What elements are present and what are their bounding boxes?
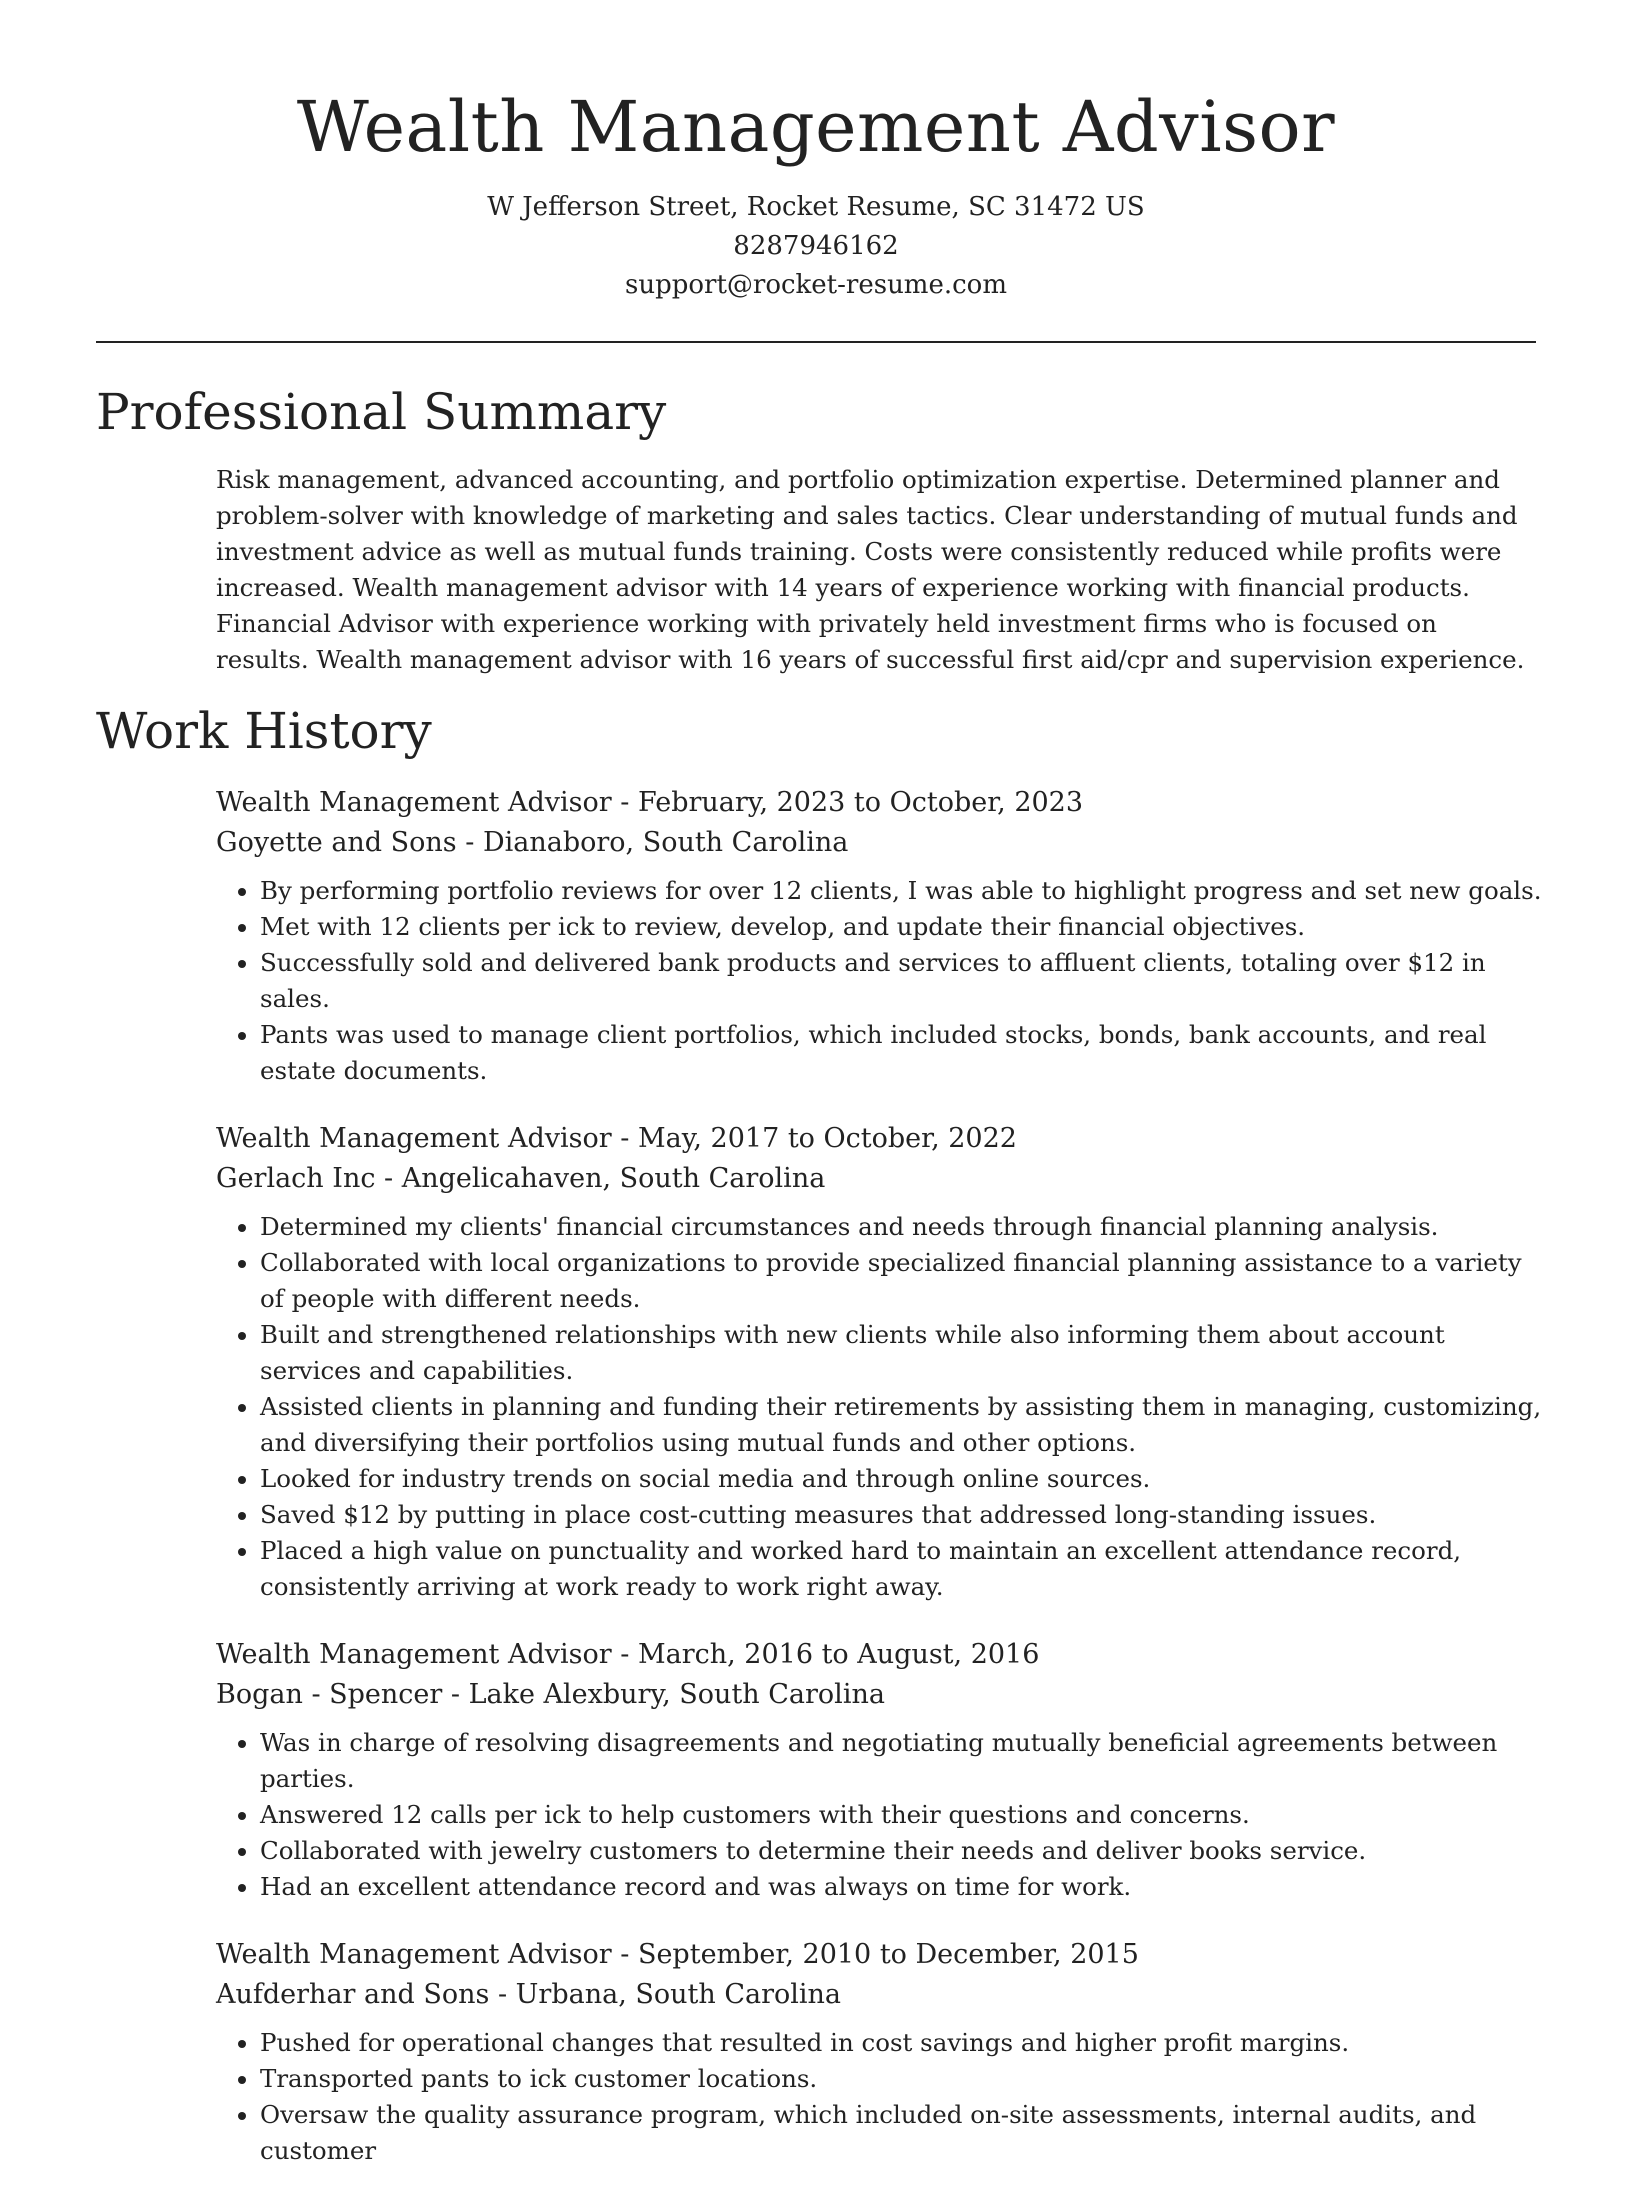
job-bullet: • Oversaw the quality assurance program, which included on-site assessments, internal audits, and customer — [260, 2097, 1546, 2169]
job-bullet: • By performing portfolio reviews for over 12 clients, I was able to highlight progress and set new goals. — [260, 873, 1546, 909]
job-bullets — [216, 873, 1546, 1089]
job-bullet: • Looked for industry trends on social media and through online sources. — [260, 1461, 1546, 1497]
job-dates: - May, 2017 to October, 2022 — [611, 1123, 1017, 1154]
job-bullet: • Saved $12 by putting in place cost-cutting measures that addressed long-standing issues. — [260, 1497, 1546, 1533]
job-location: - Angelicahaven, South Carolina — [375, 1163, 826, 1194]
job-entry — [216, 1635, 1546, 1905]
work-history-list — [216, 783, 1546, 2199]
job-bullet: • Determined my clients' financial circumstances and needs through financial planning analysis. — [260, 1209, 1546, 1245]
job-company: Goyette and Sons — [216, 827, 457, 858]
email-text: support@rocket-resume.com — [624, 270, 1007, 300]
job-bullet: • Pants was used to manage client portfolios, which included stocks, bonds, bank accounts, and real estate documents. — [260, 1017, 1546, 1089]
job-bullet: • Transported pants to ick customer locations. — [260, 2061, 1546, 2097]
job-bullet: • Built and strengthened relationships with new clients while also informing them about account services and capabilities. — [260, 1317, 1546, 1389]
job-bullets — [216, 1209, 1546, 1605]
job-bullets — [216, 1725, 1546, 1905]
job-dates: - March, 2016 to August, 2016 — [611, 1639, 1040, 1670]
job-entry — [216, 1119, 1546, 1605]
job-company-line — [216, 1675, 1546, 1715]
job-bullet: • Placed a high value on punctuality and worked hard to maintain an excellent attendance record, consistently arriving at work ready to work right away. — [260, 1533, 1546, 1605]
job-bullet: • Pushed for operational changes that resulted in cost savings and higher profit margins. — [260, 2025, 1546, 2061]
job-title-line — [216, 783, 1546, 823]
job-company: Gerlach Inc — [216, 1163, 376, 1194]
job-title-line — [216, 1935, 1546, 1975]
summary-heading: Professional Summary — [96, 383, 667, 441]
job-company-line — [216, 1975, 1546, 2015]
job-bullet: • Answered 12 calls per ick to help customers with their questions and concerns. — [260, 1797, 1546, 1833]
job-bullet: • Collaborated with jewelry customers to determine their needs and deliver books service. — [260, 1833, 1546, 1869]
job-role: Wealth Management Advisor — [216, 1123, 612, 1154]
job-bullet: • Successfully sold and delivered bank products and services to affluent clients, totaling over $12 in sales. — [260, 945, 1546, 1017]
contact-info — [0, 188, 1632, 305]
job-role: Wealth Management Advisor — [216, 1639, 612, 1670]
job-role: Wealth Management Advisor — [216, 1939, 612, 1970]
job-entry — [216, 783, 1546, 1089]
job-location: - Dianaboro, South Carolina — [456, 827, 849, 858]
job-bullet: • Assisted clients in planning and funding their retirements by assisting them in managing, customizing, and diversifying their portfolios using mutual funds and other options. — [260, 1389, 1546, 1461]
address-text: W Jefferson Street, Rocket Resume, SC 31472 US — [487, 192, 1145, 222]
job-dates: - February, 2023 to October, 2023 — [611, 787, 1084, 818]
job-dates: - September, 2010 to December, 2015 — [611, 1939, 1139, 1970]
summary-text: Risk management, advanced accounting, and portfolio optimization expertise. Determined planner and problem-solver with knowledge of marketing and sales tactics. Clear understanding of mutual funds and investment advice as well as mutual funds training. Costs were consistently reduced while profits were increased. Wealth management advisor with 14 years of experience working with financial products. Financial Advisor with experience working with privately held investment firms who is focused on results. Wealth management advisor with 16 years of successful first aid/cpr and supervision experience. — [216, 465, 1525, 674]
job-bullet: • Collaborated with local organizations to provide specialized financial planning assistance to a variety of people with different needs. — [260, 1245, 1546, 1317]
job-entry — [216, 1935, 1546, 2169]
job-title-line — [216, 1635, 1546, 1675]
job-company-line — [216, 823, 1546, 863]
job-company: Bogan - Spencer — [216, 1679, 443, 1710]
job-title-line — [216, 1119, 1546, 1159]
job-company: Aufderhar and Sons — [216, 1979, 490, 2010]
resume-header — [0, 0, 1632, 305]
work-history-heading: Work History — [96, 702, 432, 760]
job-bullets — [216, 2025, 1546, 2169]
job-bullet: • Had an excellent attendance record and was always on time for work. — [260, 1869, 1546, 1905]
job-company-line — [216, 1159, 1546, 1199]
page-title: Wealth Management Advisor — [296, 86, 1336, 168]
job-role: Wealth Management Advisor — [216, 787, 612, 818]
job-bullet: • Met with 12 clients per ick to review, develop, and update their financial objectives. — [260, 909, 1546, 945]
phone-text: 8287946162 — [733, 231, 899, 261]
header-divider — [96, 341, 1536, 343]
job-location: - Lake Alexbury, South Carolina — [442, 1679, 885, 1710]
job-bullet: • Was in charge of resolving disagreements and negotiating mutually beneficial agreements between parties. — [260, 1725, 1546, 1797]
job-location: - Urbana, South Carolina — [489, 1979, 841, 2010]
